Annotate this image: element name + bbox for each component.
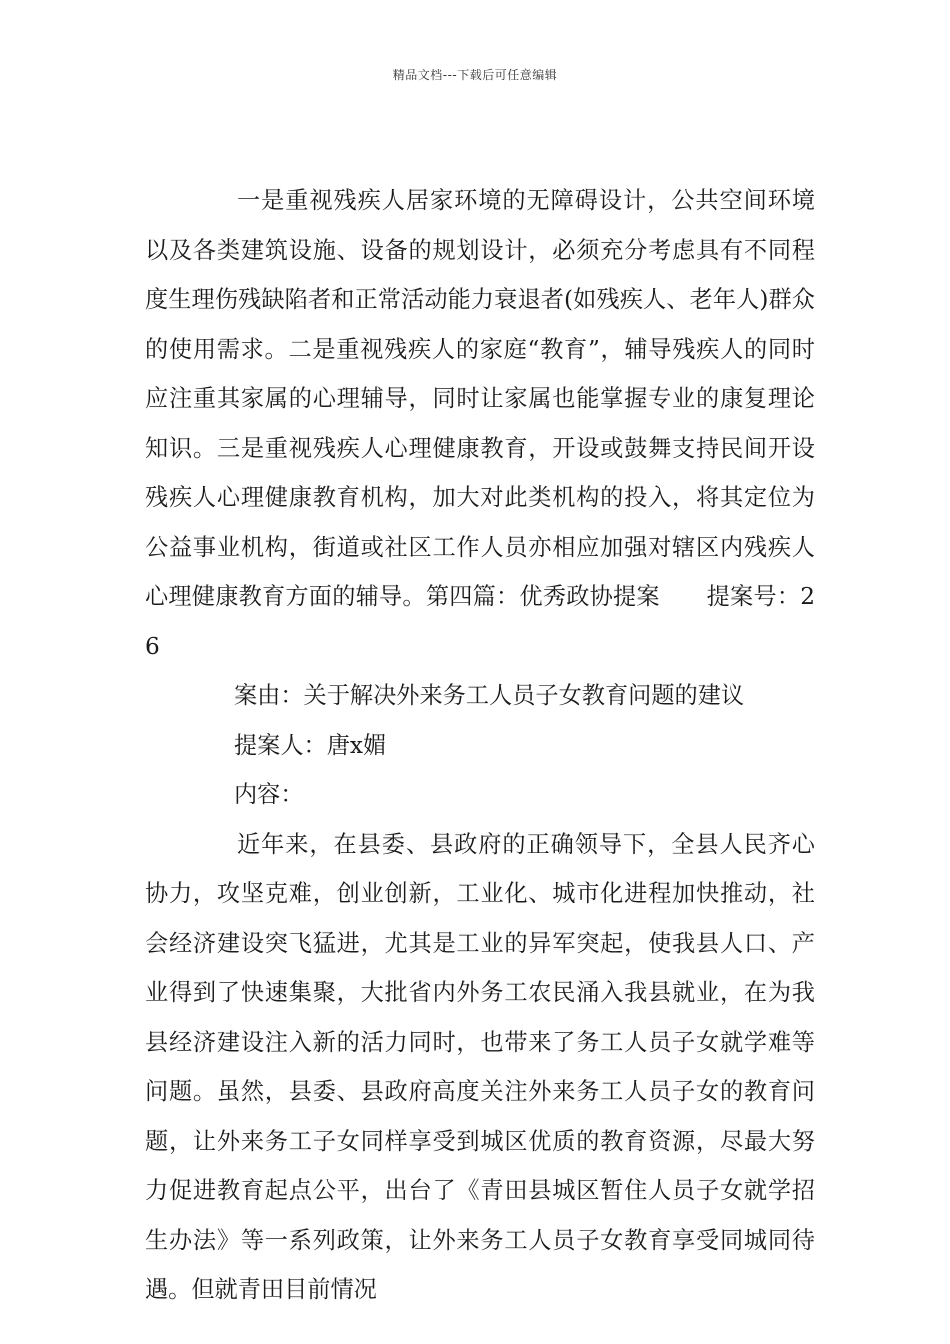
- proposal-content-label: 内容：: [234, 781, 304, 808]
- paragraph-disability-measures: 一是重视残疾人居家环境的无障碍设计，公共空间环境以及各类建筑设施、设备的规划设计，必须充分考虑具有不同程度生理伤残缺陷者和正常活动能力衰退者(如残疾人、老年人)群众的使用需求。二是重视残疾人的家庭“教育”，辅导残疾人的同时应注重其家属的心理辅导，同时让家属也能掌握专业的康复理论知识。三是重视残疾人心理健康教育，开设或鼓舞支持民间开设残疾人心理健康教育机构，加大对此类机构的投入，将其定位为公益事业机构，街道或社区工作人员亦相应加强对辖区内残疾人心理健康教育方面的辅导。第四篇：优秀政协提案 提案号：26: [145, 187, 815, 660]
- document-body: [145, 176, 815, 1315]
- paragraph-migrant-children-education: 近年来，在县委、县政府的正确领导下，全县人民齐心协力，攻坚克难，创业创新，工业化、城市化进程加快推动，社会经济建设突飞猛进，尤其是工业的异军突起，使我县人口、产业得到了快速集聚，大批省内外务工农民涌入我县就业，在为我县经济建设注入新的活力同时，也带来了务工人员子女就学难等问题。虽然，县委、县政府高度关注外来务工人员子女的教育问题，让外来务工子女同样享受到城区优质的教育资源，尽最大努力促进教育起点公平，出台了《青田县城区暂住人员子女就学招生办法》等一系列政策，让外来务工人员子女教育享受同城同待遇。但就青田目前情况: [145, 830, 815, 1303]
- page-header: 精品文档---下载后可任意编辑: [392, 68, 558, 82]
- proposal-subject: 案由：关于解决外来务工人员子女教育问题的建议: [234, 682, 745, 709]
- proposal-author: 提案人：唐x媚: [234, 731, 387, 759]
